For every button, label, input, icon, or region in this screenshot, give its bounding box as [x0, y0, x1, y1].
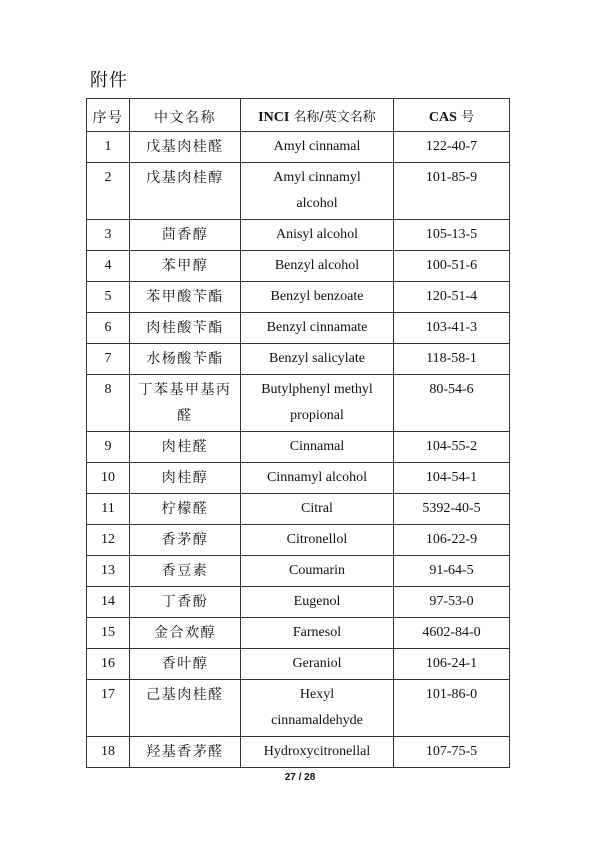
cell-chinese-name: 己基肉桂醛	[130, 680, 241, 737]
table-row	[87, 220, 510, 251]
cell-inci-name: Hydroxycitronellal	[241, 737, 394, 768]
cell-chinese-name: 羟基香茅醛	[130, 737, 241, 768]
table-row	[87, 737, 510, 768]
cell-inci-name: Cinnamyl alcohol	[241, 463, 394, 494]
cell-cas: 105-13-5	[394, 220, 510, 251]
cell-chinese-name: 肉桂醛	[130, 432, 241, 463]
cell-inci-name: Amyl cinnamal	[241, 132, 394, 163]
header-inci-prefix: INCI	[258, 110, 290, 125]
cell-no: 14	[87, 587, 130, 618]
table-row	[87, 494, 510, 525]
cell-inci-name: Geraniol	[241, 649, 394, 680]
table-row	[87, 432, 510, 463]
cell-cas: 118-58-1	[394, 344, 510, 375]
cell-chinese-name: 苯甲醇	[130, 251, 241, 282]
cell-cas: 97-53-0	[394, 587, 510, 618]
table-row	[87, 587, 510, 618]
cell-cas: 101-86-0	[394, 680, 510, 737]
cell-inci-name: Coumarin	[241, 556, 394, 587]
header-inci-name	[241, 99, 394, 132]
cell-no: 18	[87, 737, 130, 768]
cell-cas: 104-55-2	[394, 432, 510, 463]
cell-cas: 120-51-4	[394, 282, 510, 313]
cell-no: 2	[87, 163, 130, 220]
cell-no: 11	[87, 494, 130, 525]
cell-chinese-name: 肉桂醇	[130, 463, 241, 494]
table-row	[87, 649, 510, 680]
cell-no: 12	[87, 525, 130, 556]
cell-inci-name: Hexyl cinnamaldehyde	[241, 680, 394, 737]
cell-inci-name: Cinnamal	[241, 432, 394, 463]
cell-inci-name: Butylphenyl methyl propional	[241, 375, 394, 432]
table-row	[87, 344, 510, 375]
page-heading: 附件	[90, 70, 128, 91]
table-row	[87, 313, 510, 344]
cell-chinese-name: 柠檬醛	[130, 494, 241, 525]
header-cas-prefix: CAS	[428, 110, 457, 125]
cell-cas: 5392-40-5	[394, 494, 510, 525]
cell-chinese-name: 丁苯基甲基丙醛	[130, 375, 241, 432]
cell-cas: 104-54-1	[394, 463, 510, 494]
cell-cas: 107-75-5	[394, 737, 510, 768]
cell-no: 13	[87, 556, 130, 587]
table-row	[87, 525, 510, 556]
header-chinese-name: 中文名称	[130, 99, 241, 132]
cell-chinese-name: 丁香酚	[130, 587, 241, 618]
cell-inci-name: Anisyl alcohol	[241, 220, 394, 251]
table-row	[87, 251, 510, 282]
cell-no: 7	[87, 344, 130, 375]
cell-cas: 106-22-9	[394, 525, 510, 556]
table-row	[87, 282, 510, 313]
cell-chinese-name: 苯甲酸苄酯	[130, 282, 241, 313]
cell-chinese-name: 香茅醇	[130, 525, 241, 556]
cell-chinese-name: 水杨酸苄酯	[130, 344, 241, 375]
cell-inci-name: Citral	[241, 494, 394, 525]
cell-inci-name: Farnesol	[241, 618, 394, 649]
cell-cas: 80-54-6	[394, 375, 510, 432]
cell-cas: 100-51-6	[394, 251, 510, 282]
cell-cas: 91-64-5	[394, 556, 510, 587]
cell-inci-name: Benzyl cinnamate	[241, 313, 394, 344]
cell-inci-name: Amyl cinnamyl alcohol	[241, 163, 394, 220]
header-inci-suffix: 名称/英文名称	[289, 110, 376, 125]
cell-inci-name: Citronellol	[241, 525, 394, 556]
table-row	[87, 556, 510, 587]
cell-no: 6	[87, 313, 130, 344]
cell-no: 3	[87, 220, 130, 251]
cell-chinese-name: 金合欢醇	[130, 618, 241, 649]
cell-no: 1	[87, 132, 130, 163]
cell-inci-name: Eugenol	[241, 587, 394, 618]
cell-no: 16	[87, 649, 130, 680]
header-cas-suffix: 号	[456, 110, 475, 125]
table-row	[87, 680, 510, 737]
cell-cas: 106-24-1	[394, 649, 510, 680]
cell-chinese-name: 茴香醇	[130, 220, 241, 251]
cell-no: 17	[87, 680, 130, 737]
cell-no: 15	[87, 618, 130, 649]
cell-cas: 101-85-9	[394, 163, 510, 220]
cell-no: 9	[87, 432, 130, 463]
cell-cas: 122-40-7	[394, 132, 510, 163]
header-no: 序号	[87, 99, 130, 132]
table-row	[87, 163, 510, 220]
cell-chinese-name: 香叶醇	[130, 649, 241, 680]
cell-no: 8	[87, 375, 130, 432]
fragrance-allergen-table	[86, 98, 510, 768]
table-row	[87, 463, 510, 494]
cell-no: 4	[87, 251, 130, 282]
page-number: 27 / 28	[284, 772, 316, 783]
cell-inci-name: Benzyl salicylate	[241, 344, 394, 375]
cell-chinese-name: 戊基肉桂醇	[130, 163, 241, 220]
table-row	[87, 375, 510, 432]
cell-chinese-name: 戊基肉桂醛	[130, 132, 241, 163]
table-row	[87, 618, 510, 649]
cell-cas: 103-41-3	[394, 313, 510, 344]
cell-no: 10	[87, 463, 130, 494]
table-header-row	[87, 99, 510, 132]
cell-inci-name: Benzyl alcohol	[241, 251, 394, 282]
table-row	[87, 132, 510, 163]
cell-no: 5	[87, 282, 130, 313]
header-cas-no	[394, 99, 510, 132]
cell-chinese-name: 香豆素	[130, 556, 241, 587]
cell-chinese-name: 肉桂酸苄酯	[130, 313, 241, 344]
cell-cas: 4602-84-0	[394, 618, 510, 649]
cell-inci-name: Benzyl benzoate	[241, 282, 394, 313]
